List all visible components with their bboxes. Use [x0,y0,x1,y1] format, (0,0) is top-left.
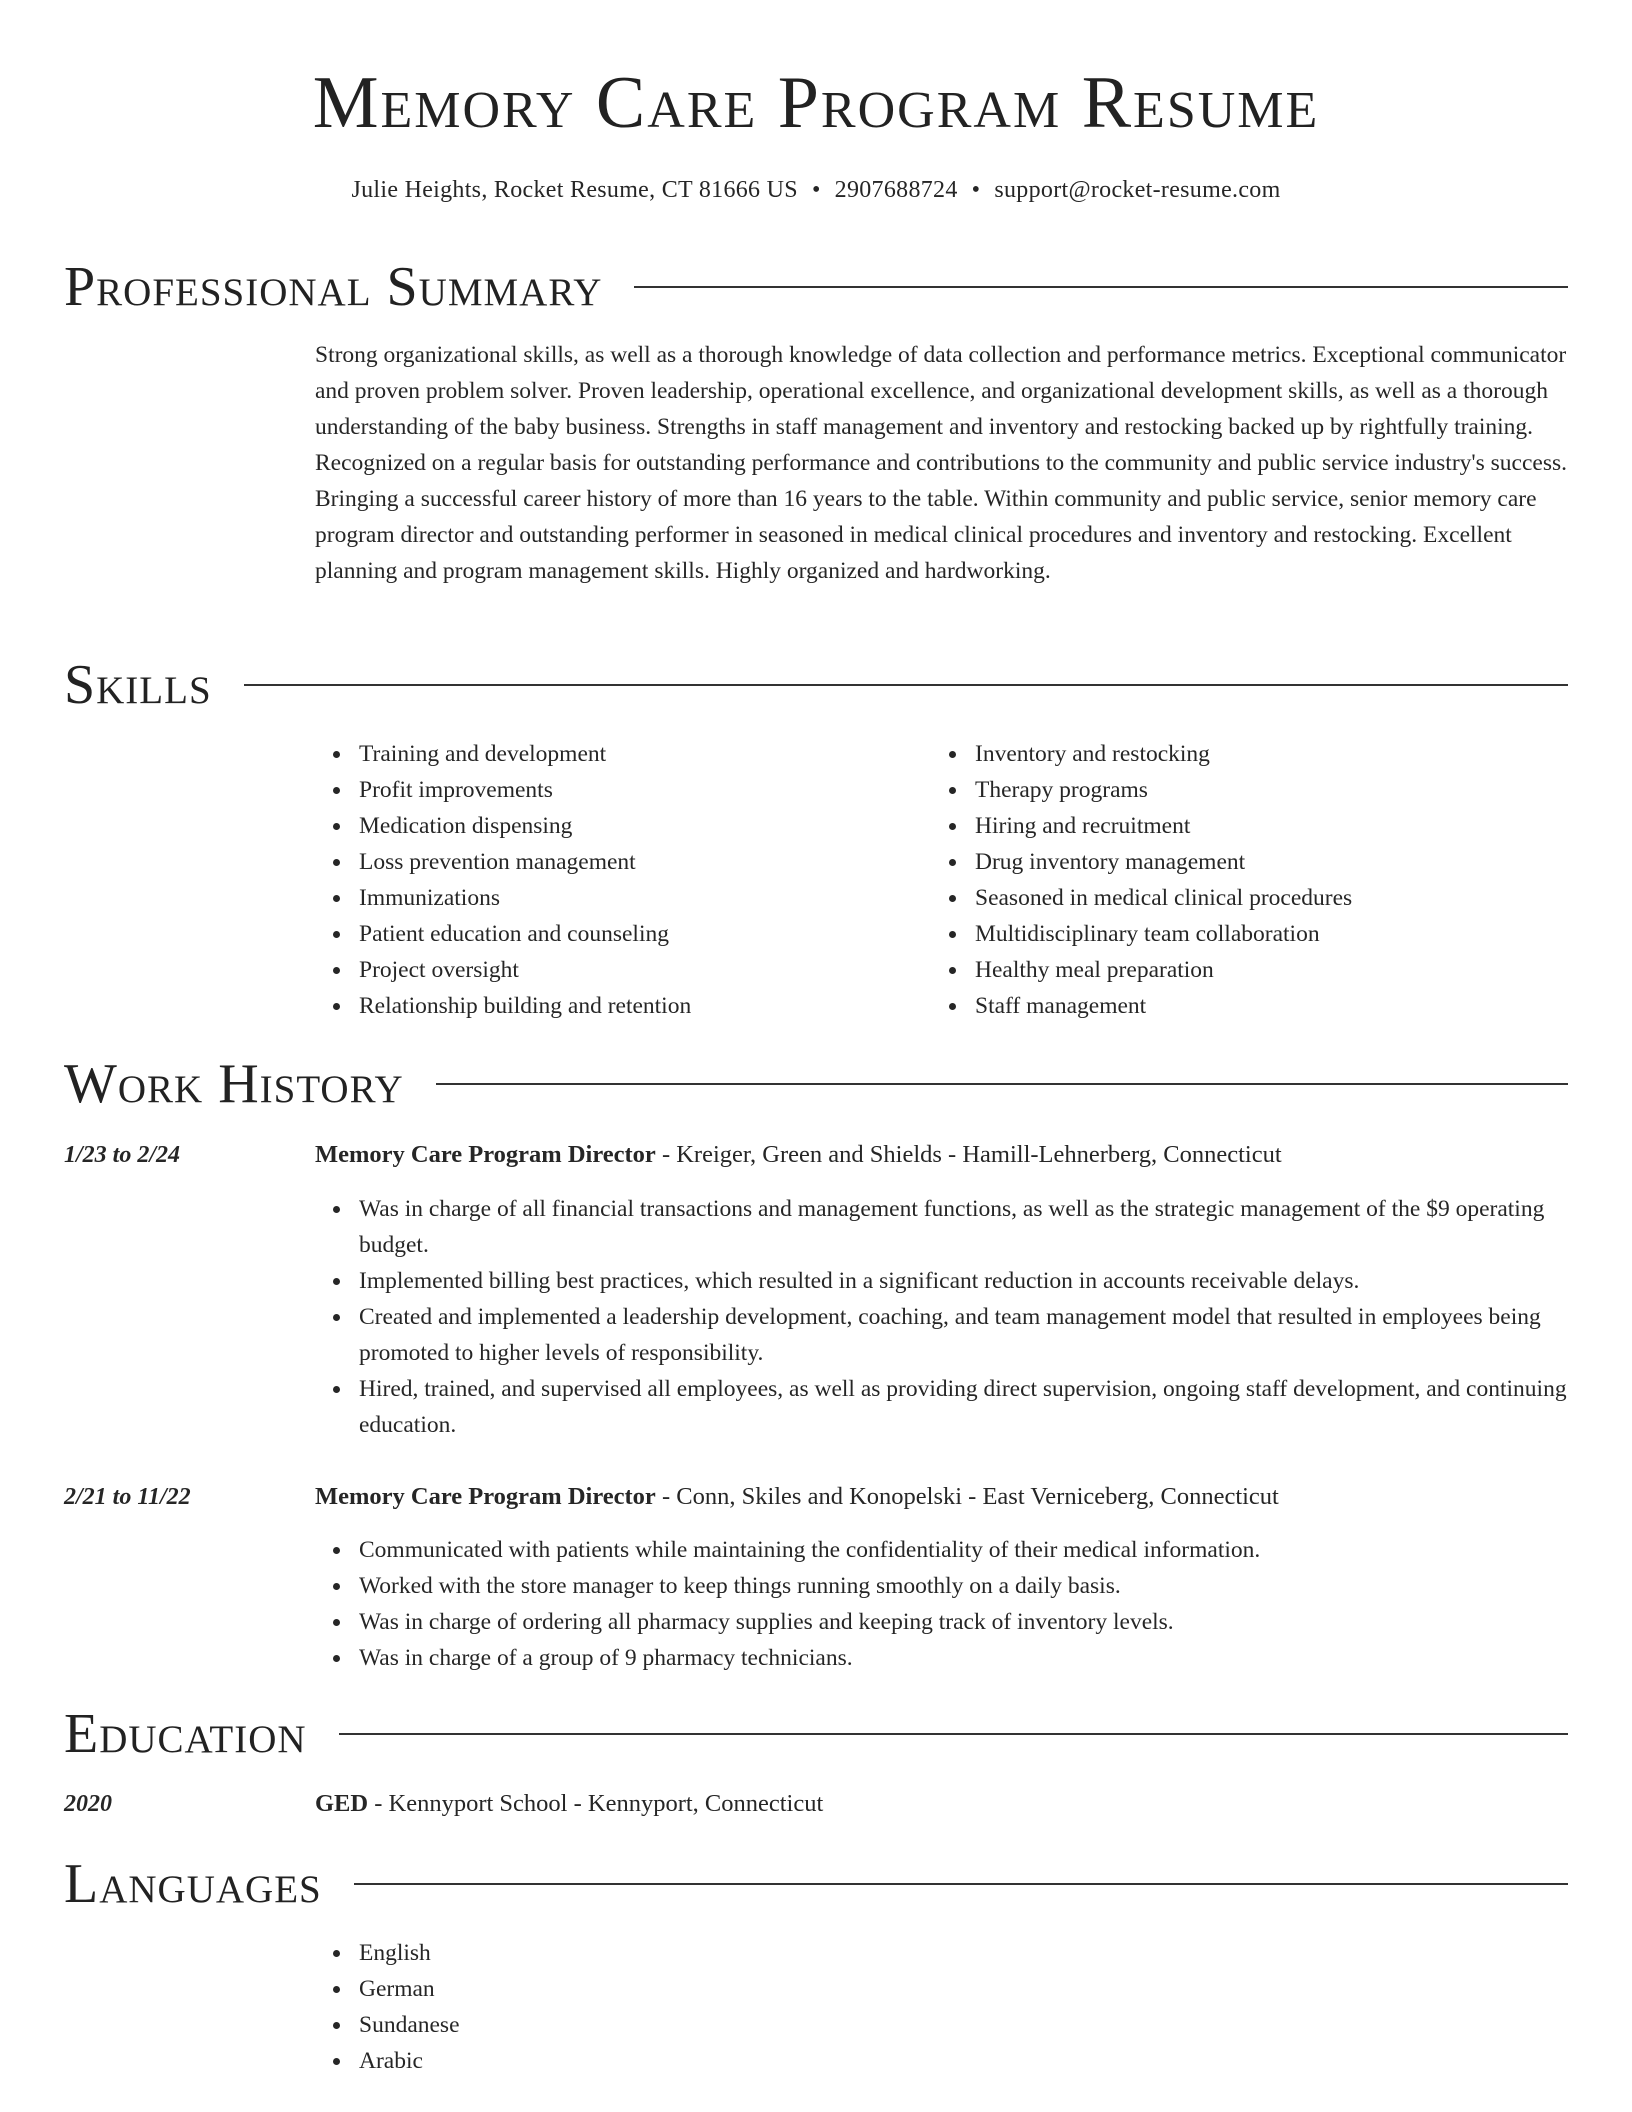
list-item: Was in charge of all financial transactions and management functions, as well as the strategic management of the $9 operating budget. [359,1191,1619,1263]
list-item: Healthy meal preparation [975,952,1615,988]
education-year: 2020 [64,1791,112,1817]
contact-separator: • [811,177,821,203]
list-item: Hiring and recruitment [975,808,1615,844]
contact-email: support@rocket-resume.com [994,177,1281,203]
list-item: Implemented billing best practices, which resulted in a significant reduction in accounts receivable delays. [359,1263,1619,1299]
work-section-header [64,1049,1568,1119]
languages-section-header [64,1849,1568,1919]
languages-heading: Languages [64,1853,322,1915]
job-title-line [315,1137,1575,1173]
contact-separator: • [971,177,981,203]
list-item: Therapy programs [975,772,1615,808]
job-title-line [315,1479,1575,1515]
list-item: Patient education and counseling [359,916,919,952]
list-item: Sundanese [359,2007,959,2043]
list-item: Medication dispensing [359,808,919,844]
skills-list-right [931,736,1615,1024]
job-title: Memory Care Program Director [315,1483,656,1510]
resume-title: Memory Care Program Resume [312,62,1320,144]
skills-section-header [64,650,1568,720]
contact-phone: 2907688724 [834,177,958,203]
job-title: Memory Care Program Director [315,1141,656,1168]
skills-heading: Skills [64,654,212,716]
contact-line [0,174,1632,206]
list-item: Communicated with patients while maintaining the confidentiality of their medical information. [359,1532,1619,1568]
list-item: Was in charge of ordering all pharmacy supplies and keeping track of inventory levels. [359,1604,1619,1640]
list-item: Relationship building and retention [359,988,919,1024]
section-divider [634,286,1568,288]
list-item: Created and implemented a leadership development, coaching, and team management model that resulted in employees being promoted to higher levels of responsibility. [359,1299,1619,1371]
job-bullets [315,1532,1619,1676]
section-divider [339,1733,1568,1735]
list-item: Loss prevention management [359,844,919,880]
list-item: Drug inventory management [975,844,1615,880]
education-degree: GED [315,1790,369,1817]
job-dates: 1/23 to 2/24 [64,1142,181,1168]
contact-address: Julie Heights, Rocket Resume, CT 81666 US [351,177,798,203]
list-item: English [359,1935,959,1971]
list-item: Immunizations [359,880,919,916]
job-dates: 2/21 to 11/22 [64,1484,191,1510]
summary-section-header [64,252,1568,322]
list-item: Seasoned in medical clinical procedures [975,880,1615,916]
list-item: Training and development [359,736,919,772]
skills-list-left [315,736,919,1024]
education-school: - Kennyport School - Kennyport, Connecticut [368,1790,824,1817]
summary-text: Strong organizational skills, as well as a thorough knowledge of data collection and performance metrics. Exceptional communicator and proven problem solver. Proven leadership, operational excellence, and organizational development skills, as well as a thorough understanding of the baby business. Strengths in staff management and inventory and restocking backed up by rightfully training. Recognized on a regular basis for outstanding performance and contributions to the community and public service industry's success. Bringing a successful career history of more than 16 years to the table. Within community and public service, senior memory care program director and outstanding performer in seasoned in medical clinical procedures and inventory and restocking. Excellent planning and program management skills. Highly organized and hardworking. [315,342,1568,584]
summary-heading: Professional Summary [64,256,603,318]
list-item: Was in charge of a group of 9 pharmacy technicians. [359,1640,1619,1676]
list-item: Staff management [975,988,1615,1024]
education-heading: Education [64,1703,307,1765]
languages-list [315,1935,959,2079]
job-bullets [315,1191,1619,1443]
list-item: German [359,1971,959,2007]
list-item: Multidisciplinary team collaboration [975,916,1615,952]
list-item: Inventory and restocking [975,736,1615,772]
section-divider [436,1083,1568,1085]
job-employer: - Conn, Skiles and Konopelski - East Verniceberg, Connecticut [655,1483,1279,1510]
list-item: Hired, trained, and supervised all employees, as well as providing direct supervision, ongoing staff development, and continuing education. [359,1371,1619,1443]
section-divider [354,1883,1568,1885]
education-line [315,1786,1575,1822]
section-divider [244,684,1568,686]
work-heading: Work History [64,1053,404,1115]
education-section-header [64,1699,1568,1769]
job-employer: - Kreiger, Green and Shields - Hamill-Lehnerberg, Connecticut [655,1141,1282,1168]
list-item: Profit improvements [359,772,919,808]
list-item: Project oversight [359,952,919,988]
list-item: Worked with the store manager to keep things running smoothly on a daily basis. [359,1568,1619,1604]
list-item: Arabic [359,2043,959,2079]
